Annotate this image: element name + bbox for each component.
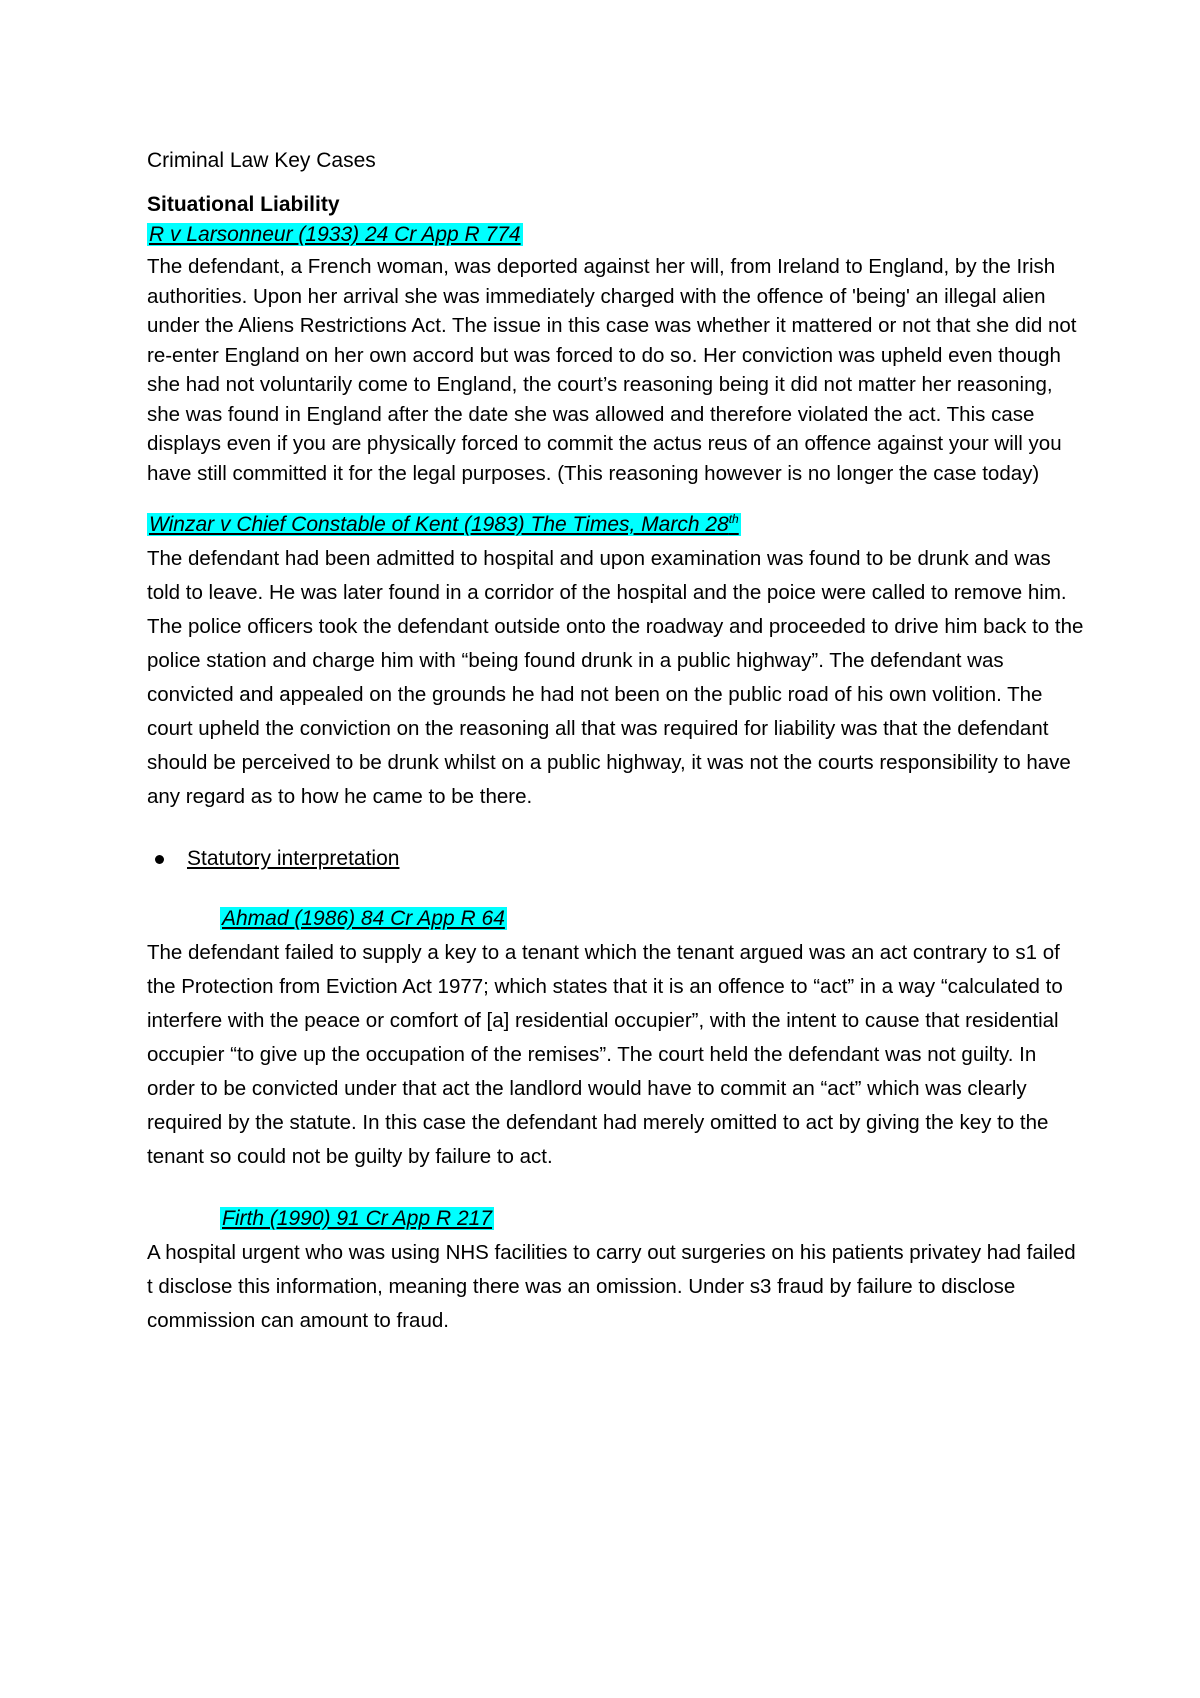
document-page	[147, 142, 1087, 1338]
bullet-icon	[155, 855, 164, 864]
case-body-winzar: The defendant had been admitted to hospital and upon examination was found to be drunk and was told to leave. He was later found in a corridor of the hospital and the poice were called to remove him. The police officers took the defendant outside onto the roadway and proceeded to drive him back to the police station and charge him with “being found drunk in a public highway”. The defendant was convicted and appealed on the grounds he had not been on the public road of his own volition. The court upheld the conviction on the reasoning all that was required for liability was that the defendant should be perceived to be drunk whilst on a public highway, it was not the courts responsibility to have any regard as to how he came to be there.	[147, 547, 1084, 808]
case-title-winzar-wrap	[147, 510, 1087, 542]
case-title-larsonneur: R v Larsonneur (1933) 24 Cr App R 774	[149, 223, 521, 246]
case-title-winzar-text: Winzar v Chief Constable of Kent (1983) The Times, March 28	[149, 513, 729, 536]
spacer	[147, 814, 1087, 844]
case-title-firth: Firth (1990) 91 Cr App R 217	[222, 1207, 493, 1230]
bullet-statutory-interpretation	[147, 844, 1087, 874]
case-title-ahmad-wrap	[147, 904, 1087, 936]
case-body-ahmad: The defendant failed to supply a key to a tenant which the tenant argued was an act contrary to s1 of the Protection from Eviction Act 1977; which states that it is an offence to “act” in a way “calculated to interfere with the peace or comfort of [a] residential occupier”, with the intent to cause that residential occupier “to give up the occupation of the remises”. The court held the defendant was not guilty. In order to be convicted under that act the landlord would have to commit an “act” which was clearly required by the statute. In this case the defendant had merely omitted to act by giving the key to the tenant so could not be guilty by failure to act.	[147, 941, 1063, 1168]
case-body-firth: A hospital urgent who was using NHS facilities to carry out surgeries on his patients privatey had failed t disclose this information, meaning there was an omission. Under s3 fraud by failure to disclose commission can amount to fraud.	[147, 1241, 1076, 1332]
spacer	[147, 1174, 1087, 1204]
document-title: Criminal Law Key Cases	[147, 149, 376, 172]
case-title-winzar	[147, 513, 741, 536]
case-title-firth-wrap	[147, 1204, 1087, 1236]
case-title-larsonneur-wrap	[147, 220, 1087, 252]
spacer	[147, 874, 1087, 904]
case-body-larsonneur: The defendant, a French woman, was deported against her will, from Ireland to England, by the Irish authorities. Upon her arrival she was immediately charged with the offence of 'being' an illegal alien under the Aliens Restrictions Act. The issue in this case was whether it mattered or not that she did not re-enter England on her own accord but was forced to do so. Her conviction was upheld even though she had not voluntarily come to England, the court’s reasoning being it did not matter her reasoning, she was found in England after the date she was allowed and therefore violated the act. This case displays even if you are physically forced to commit the actus reus of an offence against your will you have still committed it for the legal purposes. (This reasoning however is no longer the case today)	[147, 255, 1077, 485]
bullet-label: Statutory interpretation	[187, 847, 400, 870]
section-heading-situational-liability: Situational Liability	[147, 193, 340, 216]
case-title-winzar-sup: th	[728, 512, 739, 526]
spacer	[147, 488, 1087, 510]
case-title-ahmad: Ahmad (1986) 84 Cr App R 64	[222, 907, 505, 930]
